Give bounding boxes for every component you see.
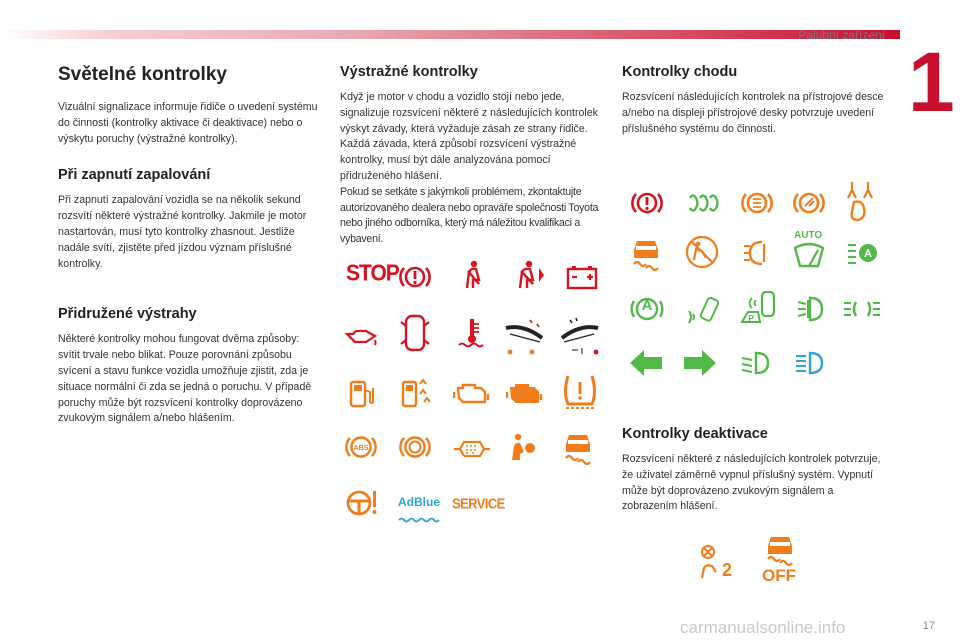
dipped-beam-icon (738, 346, 772, 380)
auto-start-stop-letter: A (641, 297, 653, 314)
column-right (622, 64, 884, 137)
off-label-icon: OFF (762, 566, 796, 585)
airbag-fault-icon (506, 430, 540, 464)
foot-on-brake-icon (844, 180, 878, 224)
column-left (58, 64, 320, 427)
sidelamps-icon (842, 292, 882, 326)
door-open-icon (398, 312, 432, 354)
left-indicator-icon (628, 346, 664, 380)
dealer-paragraph: Pokud se setkáte s jakýmkoli problémem, zkontaktujte autorizovaného dealera nebo opraváře společnosti Toyota nebo jiného odborníka, který má náležitou kvalifikaci a vybavení. (340, 185, 599, 246)
rear-foglamp-icon (740, 236, 774, 270)
parking-brake-fault-icon (556, 314, 602, 356)
adblue-icon: AdBlue (398, 495, 440, 509)
passenger-seatbelt-icon (512, 258, 546, 292)
watermark: carmanualsonline.info (680, 618, 846, 637)
auto-wiper-icon (792, 242, 826, 270)
adblue-wave-icon (398, 510, 440, 516)
page-number: 17 (922, 620, 935, 632)
ignition-heading: Při zapnutí zapalování (58, 167, 211, 184)
running-heading: Kontrolky chodu (622, 64, 738, 80)
warning-paragraph: Když je motor v chodu a vozidlo stojí nebo jede, signalizuje rozsvícení některé z následujících kontrolek výskyt závady, která vyžaduje zásah ze strany řidiče. Každá závada, která způsobí rozsvícení výstražné kontrolky, musí být dále analyzována pomocí přidruženého hlášení. (340, 91, 598, 182)
passenger-airbag-off-icon (684, 234, 720, 270)
stability-control-icon (560, 428, 596, 466)
auto-parking-brake-icon (792, 186, 826, 220)
header-gradient-bar (0, 30, 900, 39)
particle-filter-icon (452, 432, 492, 466)
deactivation-heading: Kontrolky deaktivace (622, 426, 768, 442)
fuel-low-icon (344, 376, 378, 410)
auto-highbeam-icon (846, 236, 880, 270)
extra-paragraph: Některé kontrolky mohou fungovat dvěma způsoby: svítit trvale nebo blikat. Pouze porovnání způsobu svícení a stavu funkce vozidla umožňuje zjistit, zda je situace normální či zda se jedná o poruchu. V případě poruchy může být rozsvícení kontrolky doprovázeno zvukovým signálem a/nebo hlášením. (58, 333, 312, 425)
service-icon: SERVICE (452, 494, 505, 513)
parking-sensors-icon (686, 290, 722, 330)
extra-heading: Přidružené výstrahy (58, 306, 197, 323)
main-beam-icon (792, 346, 826, 380)
column-right-lower (622, 426, 884, 515)
preheating-icon (686, 186, 720, 220)
auto-wiper-label: AUTO (794, 230, 823, 241)
column-middle (340, 64, 604, 248)
svg-text:A: A (864, 248, 872, 260)
brake-pad-wear-icon (502, 314, 546, 356)
fuel-water-icon (398, 376, 432, 410)
right-indicator-icon (682, 346, 718, 380)
airbag-off-number: 2 (722, 560, 733, 580)
stop-icon: STOP (346, 260, 399, 287)
svg-text:ABS: ABS (353, 445, 369, 452)
oil-pressure-icon (344, 318, 378, 352)
ignition-paragraph: Při zapnutí zapalování vozidla se na několik sekund rozsvítí některé výstražné kontrolky. Jakmile je motor nastartován, musí tyto kontrolky zhasnout. Jestliže nadále svítí, zjistěte před jízdou význam příslušné kontrolky. (58, 194, 307, 270)
svg-text:P: P (748, 314, 754, 323)
coolant-temp-icon (455, 316, 489, 350)
engine-outline-icon (453, 376, 491, 410)
warning-heading: Výstražné kontrolky (340, 64, 478, 80)
battery-icon (565, 260, 599, 294)
intro-paragraph: Vizuální signalizace informuje řidiče o uvedení systému do činnosti (kontrolky aktivace či deaktivace) nebo o výskytu poruchy (výstražné kontrolky). (58, 101, 318, 145)
abs-icon (344, 430, 378, 464)
running-paragraph: Rozsvícení následujících kontrolek na přístrojové desce a/nebo na displeji přístrojové desky potvrzuje uvedení příslušného systému do činnosti. (622, 91, 884, 135)
deactivation-paragraph: Rozsvícení některé z následujících kontrolek potvrzuje, že uživatel záměrně vypnul příslušný systém. Vypnutí může být doprovázeno zvukovým signálem a zobrazením hlášení. (622, 453, 881, 513)
front-foglamps-icon (794, 292, 828, 326)
brake-warning-icon (398, 260, 432, 294)
tyre-pressure-icon (560, 372, 600, 412)
section-title: Palubní zařízení (798, 28, 885, 42)
stability-green-icon (628, 234, 664, 272)
park-assist-icon (738, 286, 778, 330)
stability-off-icon (762, 532, 798, 566)
power-steering-icon (344, 486, 378, 520)
main-title: Světelné kontrolky (58, 64, 227, 85)
seatbelt-icon (455, 258, 489, 292)
parking-brake-green-icon (740, 186, 774, 220)
engine-fault-icon (506, 376, 544, 410)
chapter-number: 1 (908, 35, 955, 129)
braking-system-icon (398, 430, 432, 464)
brake-red-icon (630, 186, 664, 220)
